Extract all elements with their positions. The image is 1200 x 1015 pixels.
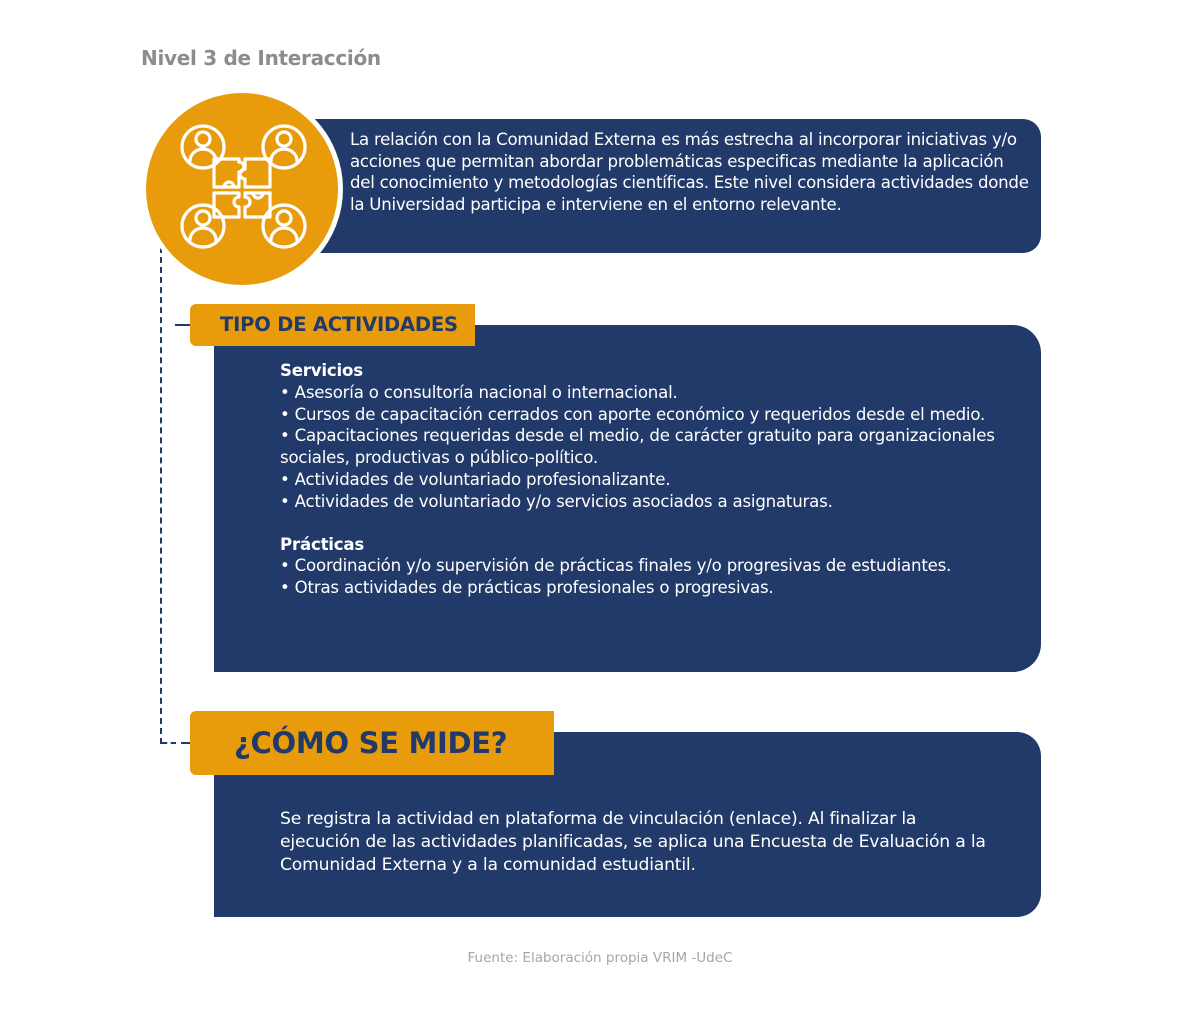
list-item: • Otras actividades de prácticas profesionales o progresivas. — [280, 578, 774, 598]
section-spacer — [280, 513, 1000, 534]
services-title: Servicios — [280, 361, 363, 380]
list-item: • Cursos de capacitación cerrados con aporte económico y requeridos desde el medio. — [280, 404, 986, 424]
list-item: • Coordinación y/o supervisión de prácticas finales y/o progresivas de estudiantes. — [280, 556, 952, 576]
list-item: • Capacitaciones requeridas desde el medio, de carácter gratuito para organizacionales sociales, productivas o público-político. — [280, 426, 995, 468]
practices-title: Prácticas — [280, 534, 365, 554]
intro-text: La relación con la Comunidad Externa es más estrecha al incorporar iniciativas y/o acciones que permitan abordar problemáticas especificas mediante la aplicación del conocimiento y metodologías científicas. Este nivel considera actividades donde la Universidad participa e interviene en el entorno relevante. — [350, 130, 1029, 214]
page-heading: Nivel 3 de Interacción — [141, 46, 381, 70]
list-item: • Actividades de voluntariado profesionalizante. — [280, 469, 671, 489]
source-caption: Fuente: Elaboración propia VRIM -UdeC — [467, 950, 733, 966]
list-item: • Actividades de voluntariado y/o servicios asociados a asignaturas. — [280, 491, 833, 511]
activities-content — [280, 360, 1000, 599]
connector-dashed-line — [160, 247, 162, 744]
connector-tick-measure-a — [162, 742, 176, 744]
activities-label: TIPO DE ACTIVIDADES — [190, 304, 475, 346]
activities-panel — [214, 325, 1041, 672]
measure-label: ¿CÓMO SE MIDE? — [190, 711, 554, 775]
list-item: • Asesoría o consultoría nacional o internacional. — [280, 382, 678, 402]
connector-tick-measure-b — [181, 742, 190, 744]
connector-tick-activities — [175, 324, 190, 326]
measure-text: Se registra la actividad en plataforma de vinculación (enlace). Al finalizar la ejecución de las actividades planificadas, se aplica una Encuesta de Evaluación a la Comunidad Externa y a la comunidad estudiantil. — [280, 809, 986, 875]
people-puzzle-icon — [141, 88, 343, 290]
intro-panel — [300, 119, 1041, 253]
